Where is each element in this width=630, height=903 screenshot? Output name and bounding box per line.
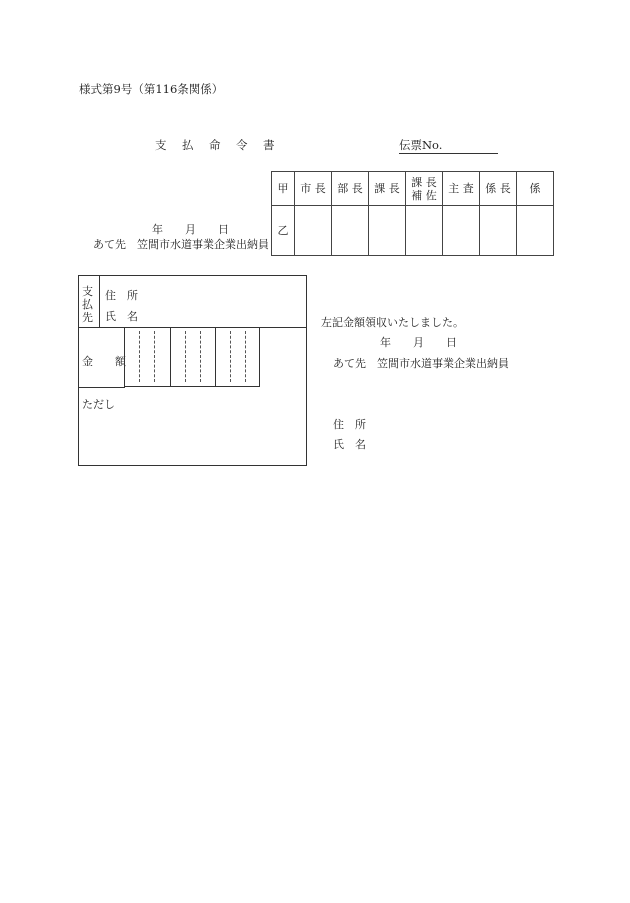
receipt-addressee: あて先 笠間市水道事業企業出納員 — [333, 357, 509, 370]
stamp-cell-subsection-chief[interactable] — [480, 206, 517, 256]
header-director: 部 長 — [332, 172, 369, 206]
payee-section-label: 支 払 先 — [82, 285, 93, 324]
stamp-cell-staff[interactable] — [517, 206, 554, 256]
note-label: ただし — [82, 398, 115, 411]
payee-box — [78, 275, 307, 466]
page-title: 支 払 命 令 書 — [155, 138, 277, 152]
stamp-cell-mayor[interactable] — [295, 206, 332, 256]
approval-table — [271, 171, 554, 256]
stamp-cell-chief-inspector[interactable] — [443, 206, 480, 256]
payee-name-field[interactable] — [141, 305, 301, 321]
header-deputy-chief: 課 長 補 佐 — [406, 172, 443, 206]
addressee: あて先 笠間市水道事業企業出納員 — [93, 238, 269, 251]
voucher-no-label: 伝票No. — [399, 138, 443, 152]
issue-date: 年 月 日 — [152, 223, 229, 236]
stamp-cell-deputy-chief[interactable] — [406, 206, 443, 256]
header-mayor: 市 長 — [295, 172, 332, 206]
receipt-statement: 左記金額領収いたしました。 — [321, 316, 464, 329]
voucher-no[interactable] — [399, 137, 498, 154]
header-section-chief: 課 長 — [369, 172, 406, 206]
row-label-kou: 甲 — [272, 172, 295, 206]
payee-address-field[interactable] — [141, 284, 301, 300]
header-staff: 係 — [517, 172, 554, 206]
header-chief-inspector: 主 査 — [443, 172, 480, 206]
amount-field[interactable] — [124, 327, 260, 387]
amount-label: 金 額 — [82, 355, 126, 368]
payee-address-label: 住 所 — [105, 289, 138, 302]
row-label-otsu: 乙 — [272, 206, 295, 256]
stamp-cell-section-chief[interactable] — [369, 206, 406, 256]
receipt-address-label: 住 所 — [333, 418, 366, 431]
note-field[interactable] — [119, 394, 299, 454]
header-subsection-chief: 係 長 — [480, 172, 517, 206]
form-id: 様式第9号（第116条関係） — [79, 82, 224, 96]
payee-name-label: 氏 名 — [105, 310, 138, 323]
receipt-date: 年 月 日 — [380, 336, 457, 349]
stamp-cell-director[interactable] — [332, 206, 369, 256]
receipt-name-label: 氏 名 — [333, 438, 366, 451]
